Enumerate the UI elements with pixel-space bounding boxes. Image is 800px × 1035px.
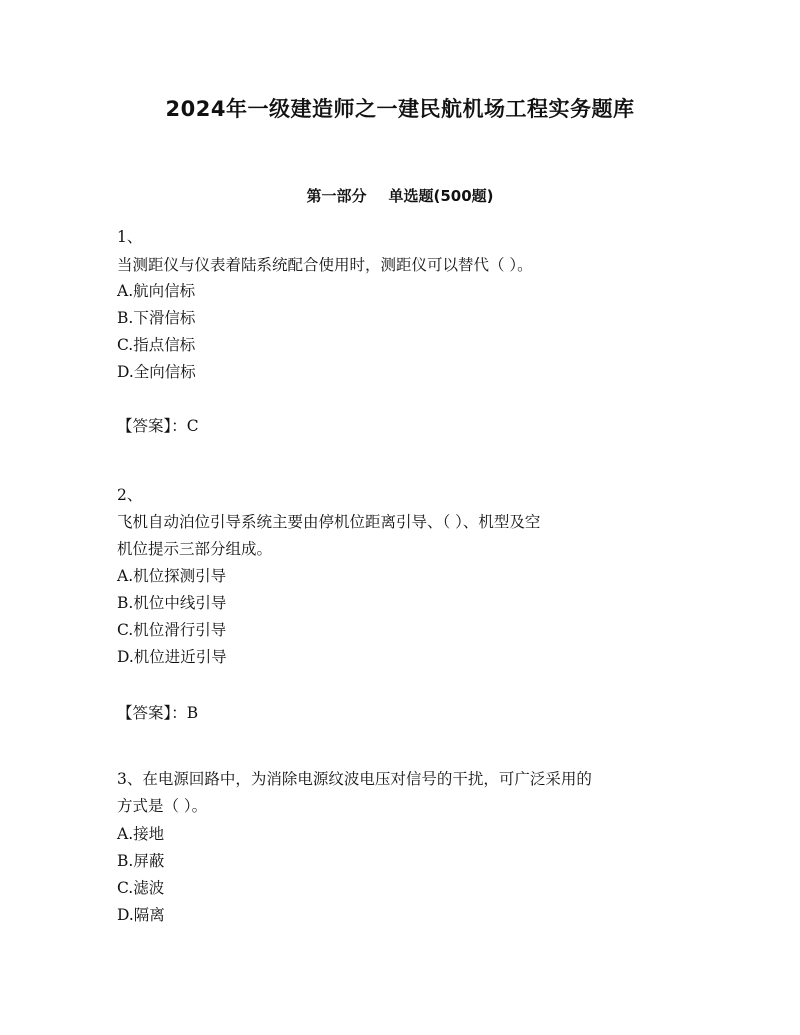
question-2-option-c: C.机位滑行引导 [117, 621, 227, 639]
question-1-answer: 【答案】：C [117, 417, 199, 435]
document-title: 2024年一级建造师之一建民航机场工程实务题库 [165, 97, 635, 121]
question-3-text-line-1: 3、在电源回路中，为消除电源纹波电压对信号的干扰，可广泛采用的 [117, 770, 592, 788]
question-3-option-b: B.屏蔽 [117, 852, 165, 870]
question-3-option-d: D.隔离 [117, 906, 165, 924]
question-3-option-c: C.滤波 [117, 879, 165, 897]
question-1-option-c: C.指点信标 [117, 336, 196, 354]
question-1-option-b: B.下滑信标 [117, 309, 196, 327]
question-2-option-a: A.机位探测引导 [117, 567, 227, 585]
question-1-option-d: D.全向信标 [117, 363, 196, 381]
question-2-answer: 【答案】：B [117, 704, 199, 722]
section-name-label: 单选题(500题) [388, 187, 494, 205]
question-2-text-line-1: 飞机自动泊位引导系统主要由停机位距离引导、（ ）、机型及空 [117, 513, 541, 531]
section-heading [0, 184, 800, 208]
question-1-option-a: A.航向信标 [117, 282, 196, 300]
question-2-number: 2、 [117, 486, 143, 504]
question-3-text-line-2: 方式是（ ）。 [117, 797, 208, 815]
question-2-text-line-2: 机位提示三部分组成。 [117, 540, 273, 558]
question-2-option-d: D.机位进近引导 [117, 648, 227, 666]
section-part-label: 第一部分 [306, 187, 367, 205]
question-1-text: 当测距仪与仪表着陆系统配合使用时，测距仪可以替代（ ）。 [117, 256, 533, 274]
question-2-option-b: B.机位中线引导 [117, 594, 227, 612]
question-1-number: 1、 [117, 228, 143, 246]
question-3-option-a: A.接地 [117, 825, 165, 843]
